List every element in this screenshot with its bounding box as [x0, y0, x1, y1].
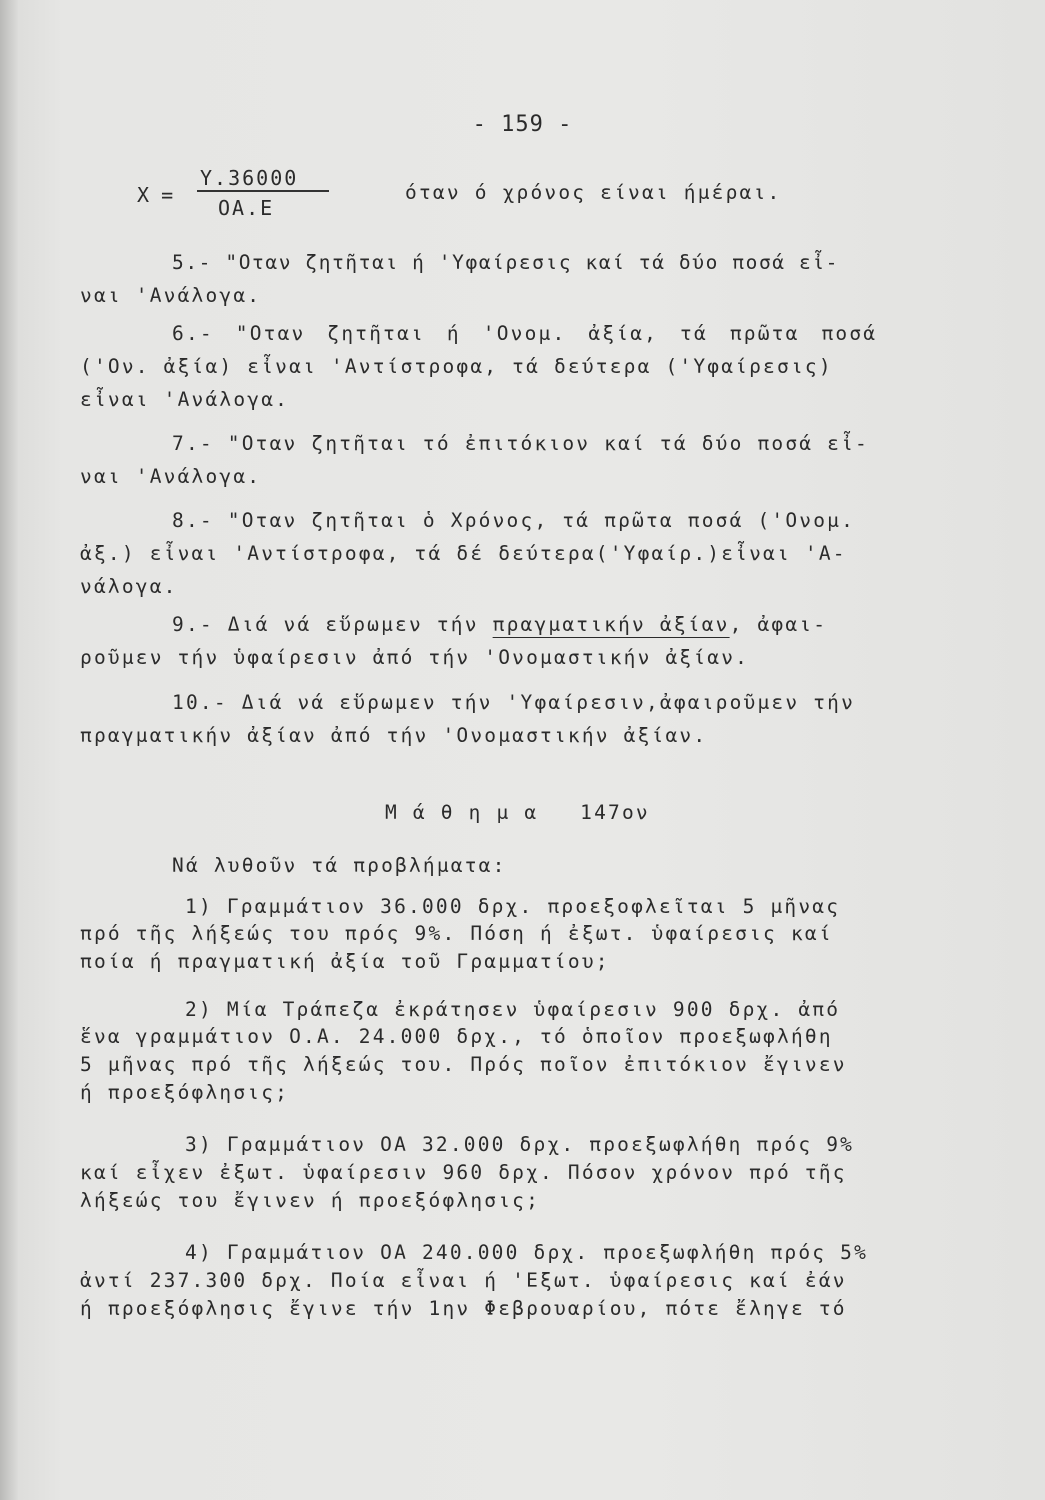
rule-9-text-b: , ἀφαι-	[729, 613, 828, 636]
rule-10-line-1: 10.- Διά νά εὕρωμεν τήν 'Υφαίρεσιν,ἀφαιροῦμεν τήν	[172, 691, 856, 714]
rule-9-line-1	[172, 615, 827, 635]
rule-9-text-a: 9.- Διά νά εὕρωμεν τήν	[172, 613, 493, 636]
problem-1-line-1: 1) Γραμμάτιον 36.000 δρχ. προεξοφλεῖται 5 μῆνας	[185, 895, 841, 918]
rule-10-line-2: πραγματικήν ἀξίαν ἀπό τήν 'Ονομαστικήν ἀξίαν.	[80, 724, 708, 747]
problem-1-line-2: πρό τῆς λήξεώς του πρός 9%. Πόση ή ἐξωτ. ὑφαίρεσις καί	[80, 922, 833, 945]
formula-note: όταν ό χρόνος είναι ήμέραι.	[405, 181, 782, 204]
problem-3-line-3: λήξεώς του ἔγινεν ή προεξόφλησις;	[80, 1189, 541, 1212]
page-number: - 159 -	[472, 112, 573, 137]
problem-2-line-1: 2) Μία Τράπεζα ἐκράτησεν ὑφαίρεσιν 900 δρχ. ἀπό	[185, 998, 841, 1021]
rule-8-line-3: νάλογα.	[80, 575, 178, 598]
problem-1-line-3: ποία ή πραγματική ἀξία τοῦ Γραμματίου;	[80, 950, 610, 973]
problem-4-line-2: ἀντί 237.300 δρχ. Ποία εἶναι ή 'Εξωτ. ὑφαίρεσις καί ἐάν	[80, 1269, 847, 1292]
problem-2-line-2: ἕνα γραμμάτιον Ο.Α. 24.000 δρχ., τό ὁποῖον προεξωφλήθη	[80, 1025, 833, 1048]
rule-9-line-2: ροῦμεν τήν ὑφαίρεσιν ἀπό τήν 'Ονομαστικήν ἀξίαν.	[80, 646, 750, 669]
problem-2-line-3: 5 μῆνας πρό τῆς λήξεώς του. Πρός ποῖον ἐπιτόκιον ἔγινεν	[80, 1053, 847, 1076]
problem-4-line-1: 4) Γραμμάτιον ΟΑ 240.000 δρχ. προεξωφλήθη πρός 5%	[185, 1241, 869, 1264]
lesson-heading: Μ ά θ η μ α 147ον	[385, 801, 650, 824]
problem-3-line-1: 3) Γραμμάτιον ΟΑ 32.000 δρχ. προεξωφλήθη πρός 9%	[185, 1133, 855, 1156]
rule-5-line-1: 5.- "Οταν ζητῆται ή 'Υφαίρεσις καί τά δύο ποσά εἶ-	[172, 251, 839, 274]
fraction-bar	[197, 190, 329, 192]
problem-3-line-2: καί εἶχεν ἐξωτ. ὑφαίρεσιν 960 δρχ. Πόσον χρόνον πρό τῆς	[80, 1161, 847, 1184]
rule-8-line-2: ἀξ.) εἶναι 'Αντίστροφα, τά δέ δεύτερα('Υφαίρ.)εἶναι 'Α-	[80, 542, 847, 565]
formula-denominator: OA.E	[218, 196, 275, 220]
rule-9-underlined: πραγματικήν ἀξίαν	[492, 613, 730, 636]
formula-lhs: X =	[137, 183, 174, 207]
rule-7-line-1: 7.- "Οταν ζητῆται τό ἐπιτόκιον καί τά δύο ποσά εἶ-	[172, 432, 869, 455]
page-edge-shadow	[0, 0, 18, 1500]
rule-5-line-2: ναι 'Ανάλογα.	[80, 284, 262, 307]
rule-6-line-1: 6.- "Οταν ζητῆται ή 'Ονομ. ἀξία, τά πρῶτα ποσά	[172, 322, 878, 345]
problem-4-line-3: ή προεξόφλησις ἔγινε τήν 1ην Φεβρουαρίου, πότε ἔληγε τό	[80, 1297, 847, 1320]
formula-numerator: Y.36000	[200, 166, 299, 190]
rule-7-line-2: ναι 'Ανάλογα.	[80, 465, 262, 488]
rule-8-line-1: 8.- "Οταν ζητῆται ὁ Χρόνος, τά πρῶτα ποσά ('Ονομ.	[172, 509, 856, 532]
problem-2-line-4: ή προεξόφλησις;	[80, 1081, 290, 1104]
rule-6-line-3: εἶναι 'Ανάλογα.	[80, 388, 290, 411]
problems-intro: Νά λυθοῦν τά προβλήματα:	[172, 854, 507, 877]
rule-6-line-2: ('Ον. ἀξία) εἶναι 'Αντίστροφα, τά δεύτερα ('Υφαίρεσις)	[80, 355, 833, 378]
